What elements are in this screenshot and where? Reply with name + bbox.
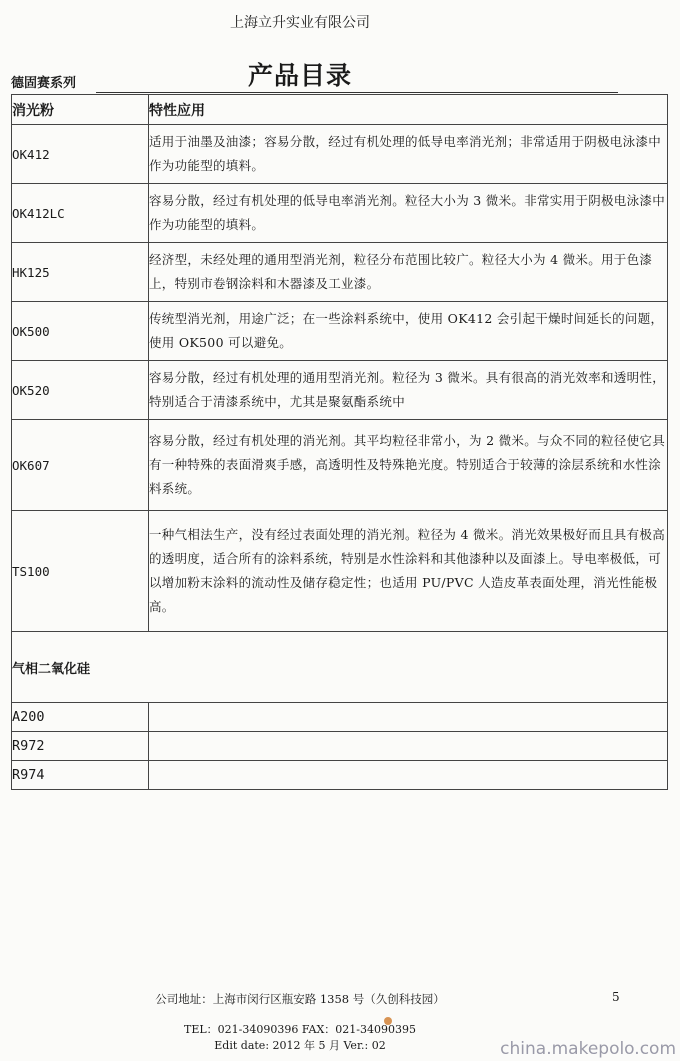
table-row (12, 184, 668, 243)
product-code: OK412 (12, 125, 149, 184)
product-catalog-table (11, 94, 668, 790)
product-code: OK520 (12, 361, 149, 420)
product-code: R972 (12, 732, 149, 761)
product-description: 容易分散，经过有机处理的通用型消光剂。粒径为 3 微米。具有很高的消光效率和透明性，特别适合于清漆系统中，尤其是聚氨酯系统中 (149, 361, 668, 420)
column-header-matting-agent: 消光粉 (12, 95, 149, 125)
table-row (12, 703, 668, 732)
product-description: 一种气相法生产，没有经过表面处理的消光剂。粒径为 4 微米。消光效果极好而且具有极高的透明度，适合所有的涂料系统，特别是水性涂料和其他漆种以及面漆上。导电率极低，可以增加粉末涂料的流动性及储存稳定性；也适用 PU/PVC 人造皮革表面处理，消光性能极高。 (149, 511, 668, 632)
header-rule (96, 92, 618, 93)
product-description (149, 732, 668, 761)
section-row (12, 632, 668, 703)
table-header-row (12, 95, 668, 125)
series-label: 德固赛系列 (11, 76, 77, 91)
product-code: OK607 (12, 420, 149, 511)
footer-address: 公司地址：上海市闵行区瓶安路 1358 号（久创科技园） (155, 992, 445, 1006)
product-description: 适用于油墨及油漆；容易分散，经过有机处理的低导电率消光剂；非常适用于阴极电泳漆中作为功能型的填料。 (149, 125, 668, 184)
product-code: A200 (12, 703, 149, 732)
table-row (12, 420, 668, 511)
product-code: OK500 (12, 302, 149, 361)
table-row (12, 361, 668, 420)
product-description: 容易分散，经过有机处理的消光剂。其平均粒径非常小，为 2 微米。与众不同的粒径使它具有一种特殊的表面滑爽手感，高透明性及特殊艳光度。特别适合于较薄的涂层系统和水性涂料系统。 (149, 420, 668, 511)
product-code: R974 (12, 761, 149, 790)
product-code: TS100 (12, 511, 149, 632)
table-row (12, 243, 668, 302)
company-name: 上海立升实业有限公司 (230, 15, 370, 31)
product-description (149, 703, 668, 732)
footer-edit-date: Edit date: 2012 年 5 月 Ver.: 02 (214, 1039, 386, 1052)
watermark: china.makepolo.com (500, 1039, 676, 1059)
product-description: 传统型消光剂，用途广泛；在一些涂料系统中，使用 OK412 会引起干燥时间延长的问题，使用 OK500 可以避免。 (149, 302, 668, 361)
product-code: HK125 (12, 243, 149, 302)
product-description: 经济型，未经处理的通用型消光剂，粒径分布范围比较广。粒径大小为 4 微米。用于色漆上，特别市卷钢涂料和木器漆及工业漆。 (149, 243, 668, 302)
column-header-application: 特性应用 (149, 95, 668, 125)
page-title: 产品目录 (247, 61, 352, 90)
product-description: 容易分散，经过有机处理的低导电率消光剂。粒径大小为 3 微米。非常实用于阴极电泳漆中作为功能型的填料。 (149, 184, 668, 243)
footer-phone: TEL：021-34090396 FAX：021-34090395 (183, 1023, 417, 1036)
table-row (12, 732, 668, 761)
product-description (149, 761, 668, 790)
product-code: OK412LC (12, 184, 149, 243)
table-row (12, 511, 668, 632)
table-row (12, 302, 668, 361)
section-label-fumed-silica: 气相二氧化硅 (12, 632, 668, 703)
table-row (12, 761, 668, 790)
table-row (12, 125, 668, 184)
page-number: 5 (612, 990, 620, 1004)
